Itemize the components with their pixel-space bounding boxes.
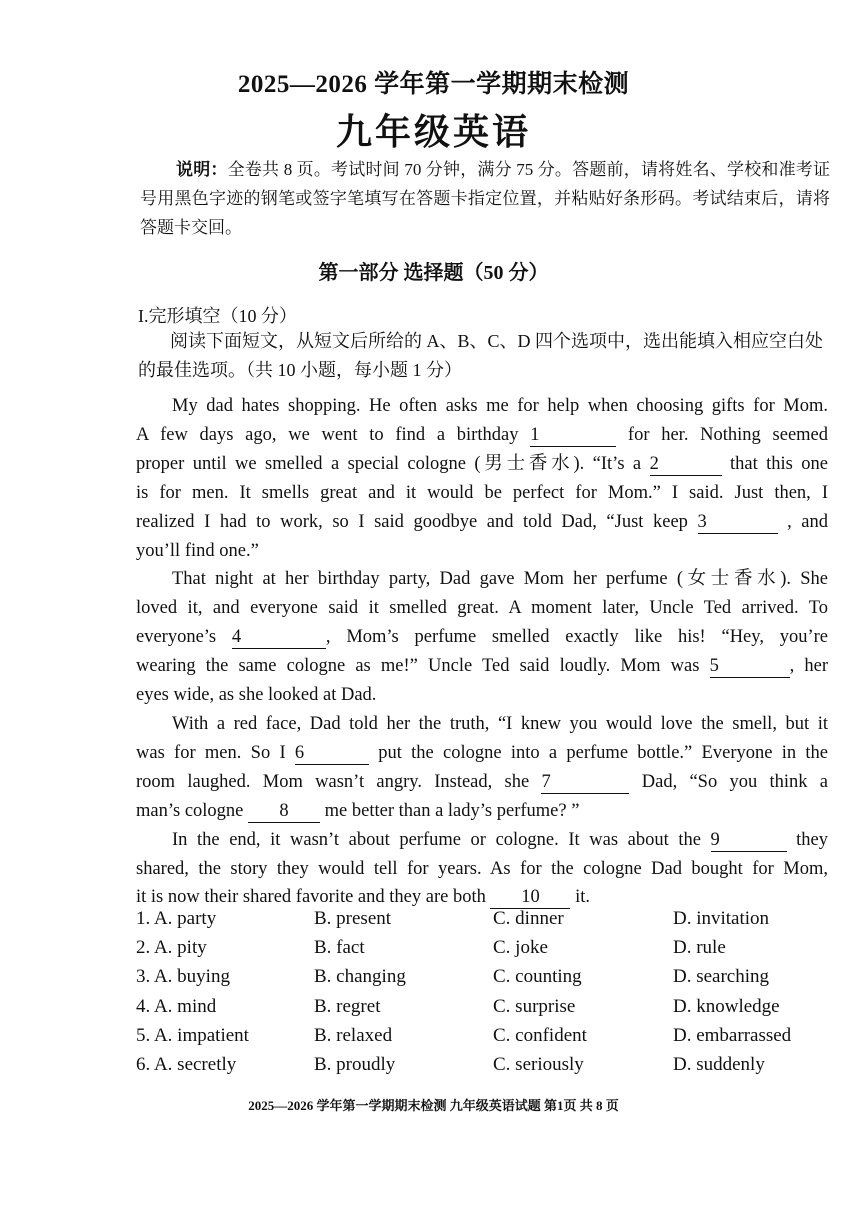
blank-3: 3 bbox=[698, 513, 778, 534]
passage-line: it is now their shared favorite and they are both 10 it. bbox=[136, 887, 591, 908]
option-d: D. knowledge bbox=[673, 995, 780, 1017]
notes-label: 说明： bbox=[176, 160, 228, 179]
passage-line: That night at her birthday party, Dad gave Mom her perfume (女士香水). She bbox=[172, 569, 828, 590]
option-d: D. rule bbox=[673, 937, 726, 959]
exam-title: 2025—2026 学年第一学期期末检测 bbox=[237, 71, 630, 98]
option-c: C. surprise bbox=[493, 995, 576, 1017]
option-row bbox=[136, 966, 836, 995]
passage-line: My dad hates shopping. He often asks me for help when choosing gifts for Mom. bbox=[172, 396, 828, 416]
option-row bbox=[136, 937, 836, 966]
option-c: C. counting bbox=[493, 966, 582, 988]
option-d: D. searching bbox=[673, 966, 770, 988]
passage-line: wearing the same cologne as me!” Uncle Ted said loudly. Mom was 5 , her bbox=[136, 656, 829, 677]
blank-7: 7 bbox=[541, 773, 629, 794]
blank-4: 4 bbox=[232, 628, 326, 649]
blank-8: 8 bbox=[248, 802, 320, 823]
notes-text: 全卷共 8 页。考试时间 70 分钟，满分 75 分。答题前，请将姓名、学校和准考证号用黑色字迹的钢笔或签字笔填写在答题卡指定位置，并粘贴好条形码。考试结束后，请将答题卡交回。 bbox=[140, 160, 831, 237]
option-c: C. seriously bbox=[493, 1053, 584, 1075]
option-a: 3. A. buying bbox=[136, 966, 230, 988]
option-row bbox=[136, 908, 836, 937]
exam-subject: 九年级英语 bbox=[335, 112, 531, 152]
option-d: D. suddenly bbox=[673, 1053, 765, 1075]
option-b: B. present bbox=[314, 908, 392, 929]
passage-line: room laughed. Mom wasn’t angry. Instead, she 7 Dad, “So you think a bbox=[136, 771, 829, 792]
option-row bbox=[136, 1054, 836, 1083]
option-d: D. invitation bbox=[673, 908, 770, 929]
option-c: C. dinner bbox=[493, 908, 564, 929]
answer-options bbox=[136, 908, 836, 1083]
passage-line: realized I had to work, so I said goodbye and told Dad, “Just keep 3 , and bbox=[136, 511, 828, 532]
passage-line: shared, the story they would tell for years. As for the cologne Dad bought for Mom, bbox=[136, 858, 828, 879]
option-row bbox=[136, 996, 836, 1025]
blank-6: 6 bbox=[295, 744, 369, 765]
exam-notes bbox=[140, 155, 830, 242]
option-b: B. relaxed bbox=[314, 1024, 393, 1046]
blank-1: 1 bbox=[530, 426, 616, 447]
passage-line: is for men. It smells great and it would be perfect for Mom.” I said. Just then, I bbox=[136, 482, 828, 503]
option-a: 1. A. party bbox=[136, 908, 217, 929]
passage-line: With a red face, Dad told her the truth, “I knew you would love the smell, but it bbox=[172, 713, 828, 734]
passage-line: you’ll find one.” bbox=[136, 540, 259, 561]
passage-line: In the end, it wasn’t about perfume or cologne. It was about the 9 they bbox=[172, 829, 829, 850]
option-b: B. regret bbox=[314, 995, 381, 1017]
option-b: B. fact bbox=[314, 937, 365, 959]
option-c: C. confident bbox=[493, 1024, 587, 1046]
option-b: B. proudly bbox=[314, 1053, 396, 1075]
option-a: 4. A. mind bbox=[136, 995, 217, 1017]
blank-5: 5 bbox=[710, 657, 790, 678]
passage-line: everyone’s 4 , Mom’s perfume smelled exactly like his! “Hey, you’re bbox=[136, 627, 829, 648]
option-c: C. joke bbox=[493, 937, 548, 959]
section-title: I.完形填空（10 分） bbox=[138, 306, 297, 326]
cloze-passage bbox=[136, 392, 828, 912]
option-d: D. embarrassed bbox=[673, 1024, 792, 1046]
blank-9: 9 bbox=[711, 831, 787, 852]
option-row bbox=[136, 1025, 836, 1054]
passage-line: A few days ago, we went to find a birthday 1 for her. Nothing seemed bbox=[136, 424, 829, 445]
blank-2: 2 bbox=[650, 455, 722, 476]
passage-line: eyes wide, as she looked at Dad. bbox=[136, 685, 377, 706]
option-a: 5. A. impatient bbox=[136, 1024, 249, 1046]
section-instructions: 阅读下面短文，从短文后所给的 A、B、C、D 四个选项中，选出能填入相应空白处的最佳选项。（共 10 小题，每小题 1 分） bbox=[138, 331, 824, 380]
option-a: 6. A. secretly bbox=[136, 1053, 237, 1075]
option-b: B. changing bbox=[314, 966, 406, 988]
option-a: 2. A. pity bbox=[136, 937, 207, 959]
passage-line: loved it, and everyone said it smelled great. A moment later, Uncle Ted arrived. To bbox=[136, 598, 828, 619]
passage-line: man’s cologne 8 me better than a lady’s perfume? ” bbox=[136, 800, 580, 821]
page-footer: 2025—2026 学年第一学期期末检测 九年级英语试题 第1页 共 8 页 bbox=[248, 1098, 619, 1113]
part-title: 第一部分 选择题（50 分） bbox=[318, 262, 549, 284]
passage-line: proper until we smelled a special cologne (男士香水). “It’s a 2 that this one bbox=[136, 453, 829, 474]
passage-line: was for men. So I 6 put the cologne into a perfume bottle.” Everyone in the bbox=[136, 742, 828, 763]
blank-10: 10 bbox=[490, 888, 570, 909]
